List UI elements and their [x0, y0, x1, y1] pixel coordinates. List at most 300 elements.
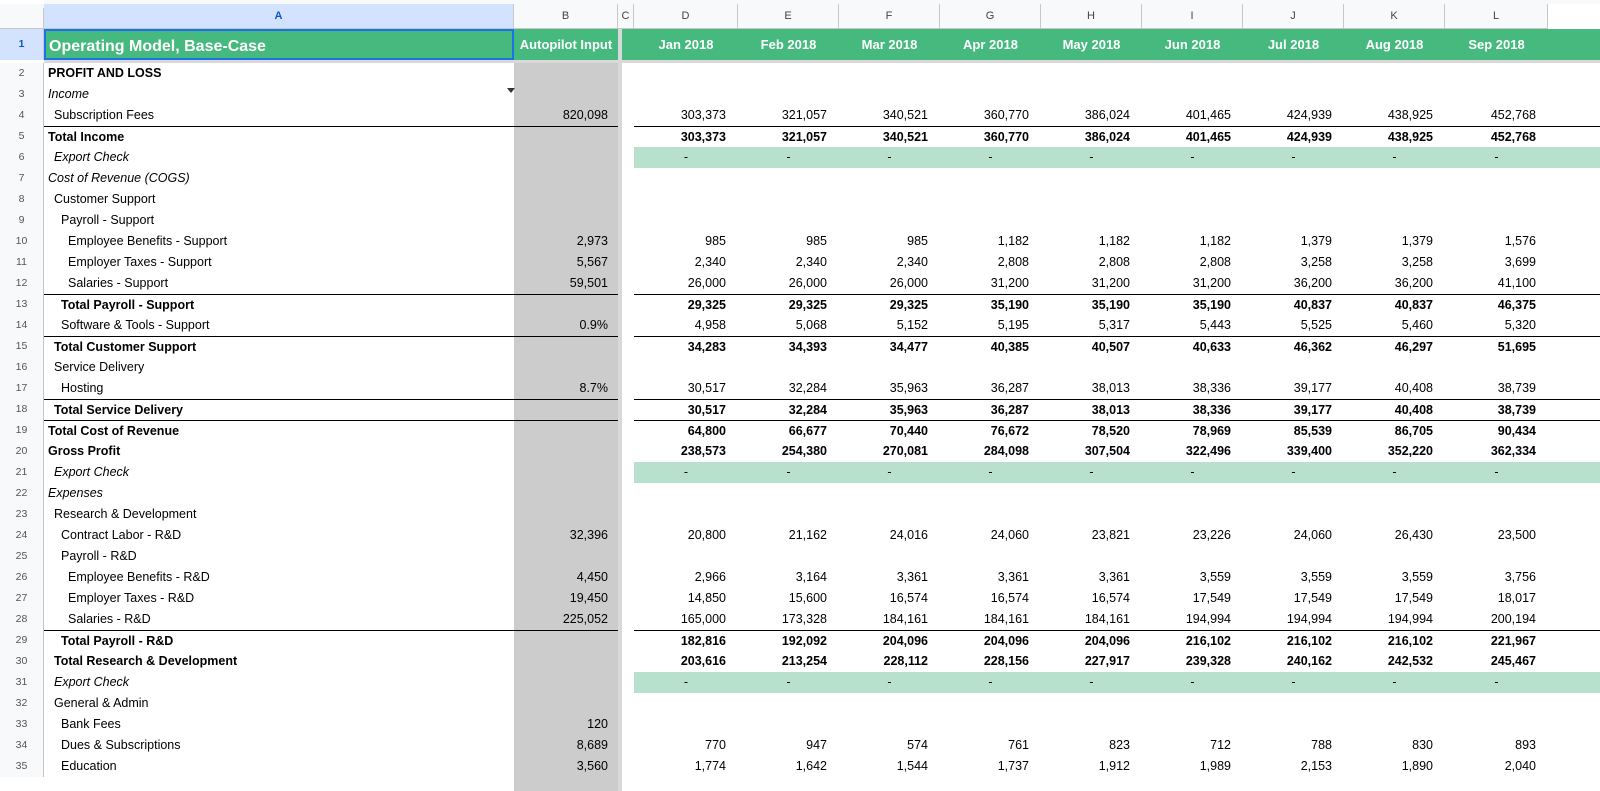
row-header-32[interactable]: 32 [0, 693, 44, 714]
value-cell[interactable]: 85,539 [1243, 420, 1344, 441]
value-cell[interactable]: 893 [1515, 738, 1536, 752]
value-cell[interactable]: 182,816 [634, 630, 738, 651]
value-cell[interactable]: 5,152 [896, 318, 928, 332]
value-cell[interactable]: 31,200 [1192, 276, 1231, 290]
label-cell[interactable]: Total Payroll - Support [44, 294, 514, 315]
month-header[interactable]: Sep 2018 [1445, 29, 1548, 60]
label-cell[interactable]: Total Cost of Revenue [44, 420, 514, 441]
input-cell[interactable] [514, 462, 618, 483]
label-cell[interactable]: Total Service Delivery [44, 399, 514, 420]
input-cell[interactable] [514, 651, 618, 672]
value-cell[interactable]: 574 [907, 738, 928, 752]
value-cell[interactable]: 200,194 [1490, 612, 1536, 626]
value-cell[interactable]: 3,361 [896, 570, 928, 584]
value-cell[interactable]: 39,177 [1293, 381, 1332, 395]
label-cell[interactable]: Salaries - R&D [68, 612, 151, 626]
value-cell[interactable]: 1,642 [795, 759, 827, 773]
input-cell[interactable] [514, 84, 618, 105]
row-header-3[interactable]: 3 [0, 84, 44, 105]
value-cell[interactable]: 194,994 [1286, 612, 1332, 626]
value-cell[interactable]: 386,024 [1084, 108, 1130, 122]
value-cell[interactable]: 216,102 [1344, 630, 1445, 651]
column-header-c[interactable]: C [618, 4, 634, 29]
input-cell[interactable] [514, 693, 618, 714]
value-cell[interactable]: 221,967 [1445, 630, 1548, 651]
dropdown-marker-icon[interactable] [507, 88, 515, 93]
value-cell[interactable]: - [887, 465, 892, 479]
input-cell[interactable]: 3,560 [514, 756, 618, 777]
value-cell[interactable]: 2,040 [1504, 759, 1536, 773]
input-cell[interactable] [514, 420, 618, 441]
value-cell[interactable]: 823 [1109, 738, 1130, 752]
value-cell[interactable]: 2,808 [1199, 255, 1231, 269]
value-cell[interactable]: 51,695 [1445, 336, 1548, 357]
value-cell[interactable]: 29,325 [738, 294, 839, 315]
row-header-23[interactable]: 23 [0, 504, 44, 525]
value-cell[interactable]: - [683, 675, 689, 689]
column-header-j[interactable]: J [1243, 4, 1344, 29]
value-cell[interactable]: 3,361 [997, 570, 1029, 584]
value-cell[interactable]: 23,821 [1091, 528, 1130, 542]
row-header-24[interactable]: 24 [0, 525, 44, 546]
column-header-e[interactable]: E [738, 4, 839, 29]
value-cell[interactable]: - [1291, 675, 1296, 689]
row-header-25[interactable]: 25 [0, 546, 44, 567]
label-cell[interactable]: Payroll - R&D [61, 549, 137, 563]
row-header-29[interactable]: 29 [0, 630, 44, 651]
value-cell[interactable]: 360,770 [940, 126, 1041, 147]
input-cell[interactable] [514, 126, 618, 147]
value-cell[interactable]: 770 [705, 738, 726, 752]
input-cell[interactable] [514, 546, 618, 567]
column-header-h[interactable]: H [1041, 4, 1142, 29]
value-cell[interactable]: 24,016 [889, 528, 928, 542]
value-cell[interactable]: - [1291, 150, 1296, 164]
value-cell[interactable]: 38,739 [1445, 399, 1548, 420]
value-cell[interactable]: 38,336 [1142, 399, 1243, 420]
value-cell[interactable]: 14,850 [687, 591, 726, 605]
value-cell[interactable]: 26,000 [889, 276, 928, 290]
input-cell[interactable] [514, 210, 618, 231]
value-cell[interactable]: 17,549 [1394, 591, 1433, 605]
value-cell[interactable]: 2,340 [694, 255, 726, 269]
value-cell[interactable]: 204,096 [940, 630, 1041, 651]
input-cell[interactable]: 0.9% [514, 315, 618, 336]
value-cell[interactable]: 78,969 [1142, 420, 1243, 441]
value-cell[interactable]: 284,098 [983, 444, 1029, 458]
label-cell[interactable]: Cost of Revenue (COGS) [48, 171, 190, 185]
label-cell[interactable]: Expenses [48, 486, 103, 500]
input-cell[interactable]: 32,396 [514, 525, 618, 546]
value-cell[interactable]: 240,162 [1286, 654, 1332, 668]
value-cell[interactable]: 3,559 [1401, 570, 1433, 584]
row-header-20[interactable]: 20 [0, 441, 44, 462]
label-cell[interactable]: PROFIT AND LOSS [48, 66, 162, 80]
row-header-4[interactable]: 4 [0, 105, 44, 126]
value-cell[interactable]: - [786, 150, 791, 164]
row-header-11[interactable]: 11 [0, 252, 44, 273]
month-header[interactable]: Mar 2018 [839, 29, 940, 60]
label-cell[interactable]: Total Customer Support [44, 336, 514, 357]
value-cell[interactable]: 4,958 [694, 318, 726, 332]
value-cell[interactable]: 985 [705, 234, 726, 248]
value-cell[interactable]: 213,254 [781, 654, 827, 668]
value-cell[interactable]: 270,081 [882, 444, 928, 458]
value-cell[interactable]: 245,467 [1490, 654, 1536, 668]
value-cell[interactable]: 40,837 [1243, 294, 1344, 315]
row-header-13[interactable]: 13 [0, 294, 44, 315]
label-cell[interactable]: Payroll - Support [61, 213, 155, 227]
value-cell[interactable]: 352,220 [1387, 444, 1433, 458]
value-cell[interactable]: 5,443 [1199, 318, 1231, 332]
row-header-28[interactable]: 28 [0, 609, 44, 630]
label-cell[interactable]: Bank Fees [61, 717, 121, 731]
label-cell[interactable]: Income [48, 87, 89, 101]
value-cell[interactable]: 985 [907, 234, 928, 248]
value-cell[interactable]: 362,334 [1490, 444, 1536, 458]
column-header-d[interactable]: D [634, 4, 738, 29]
value-cell[interactable]: 1,379 [1300, 234, 1332, 248]
value-cell[interactable]: 1,379 [1401, 234, 1433, 248]
value-cell[interactable]: - [1494, 465, 1499, 479]
value-cell[interactable]: 35,190 [1142, 294, 1243, 315]
value-cell[interactable]: 761 [1008, 738, 1029, 752]
value-cell[interactable]: - [786, 465, 791, 479]
value-cell[interactable]: - [988, 150, 993, 164]
value-cell[interactable]: - [1089, 150, 1094, 164]
row-header-18[interactable]: 18 [0, 399, 44, 420]
value-cell[interactable]: 340,521 [882, 108, 928, 122]
input-cell[interactable]: 8,689 [514, 735, 618, 756]
value-cell[interactable]: 5,068 [795, 318, 827, 332]
value-cell[interactable]: - [1392, 150, 1397, 164]
input-cell[interactable]: 120 [514, 714, 618, 735]
input-cell[interactable] [514, 483, 618, 504]
column-header-a[interactable]: A [44, 4, 514, 29]
value-cell[interactable]: 321,057 [738, 126, 839, 147]
value-cell[interactable]: 41,100 [1497, 276, 1536, 290]
label-cell[interactable]: Education [61, 759, 117, 773]
value-cell[interactable]: 38,013 [1041, 399, 1142, 420]
row-header-19[interactable]: 19 [0, 420, 44, 441]
row-header-14[interactable]: 14 [0, 315, 44, 336]
value-cell[interactable]: 228,112 [883, 654, 928, 668]
row-header-17[interactable]: 17 [0, 378, 44, 399]
row-header-16[interactable]: 16 [0, 357, 44, 378]
value-cell[interactable]: 17,549 [1192, 591, 1231, 605]
value-cell[interactable]: 322,496 [1185, 444, 1231, 458]
label-cell[interactable]: General & Admin [54, 696, 149, 710]
value-cell[interactable]: 2,340 [795, 255, 827, 269]
title-cell[interactable]: Operating Model, Base-Case [44, 29, 514, 60]
label-cell[interactable]: Hosting [61, 381, 104, 395]
row-header-35[interactable]: 35 [0, 756, 44, 777]
value-cell[interactable]: - [1190, 465, 1195, 479]
value-cell[interactable]: - [1494, 150, 1499, 164]
value-cell[interactable]: 36,200 [1394, 276, 1433, 290]
value-cell[interactable]: 712 [1210, 738, 1231, 752]
value-cell[interactable]: 40,633 [1142, 336, 1243, 357]
input-cell[interactable]: 19,450 [514, 588, 618, 609]
value-cell[interactable]: 66,677 [738, 420, 839, 441]
value-cell[interactable]: 31,200 [1091, 276, 1130, 290]
value-cell[interactable]: 3,258 [1300, 255, 1332, 269]
column-header-g[interactable]: G [940, 4, 1041, 29]
value-cell[interactable]: 21,162 [788, 528, 827, 542]
input-cell[interactable]: 5,567 [514, 252, 618, 273]
value-cell[interactable]: 339,400 [1286, 444, 1332, 458]
input-cell[interactable]: 4,450 [514, 567, 618, 588]
input-cell[interactable] [514, 441, 618, 462]
row-header-6[interactable]: 6 [0, 147, 44, 168]
value-cell[interactable]: 3,559 [1300, 570, 1332, 584]
value-cell[interactable]: 64,800 [634, 420, 738, 441]
value-cell[interactable]: 86,705 [1344, 420, 1445, 441]
value-cell[interactable]: 70,440 [839, 420, 940, 441]
value-cell[interactable]: - [1392, 675, 1397, 689]
value-cell[interactable]: 173,328 [781, 612, 827, 626]
value-cell[interactable]: 947 [806, 738, 827, 752]
value-cell[interactable]: 184,161 [983, 612, 1029, 626]
value-cell[interactable]: 1,989 [1199, 759, 1231, 773]
value-cell[interactable]: 35,963 [889, 381, 928, 395]
input-cell[interactable] [514, 189, 618, 210]
label-cell[interactable]: Export Check [54, 675, 130, 689]
value-cell[interactable]: 424,939 [1243, 126, 1344, 147]
value-cell[interactable]: 78,520 [1041, 420, 1142, 441]
value-cell[interactable]: 31,200 [990, 276, 1029, 290]
value-cell[interactable]: 340,521 [839, 126, 940, 147]
label-cell[interactable]: Salaries - Support [68, 276, 169, 290]
month-header[interactable]: Feb 2018 [738, 29, 839, 60]
input-cell[interactable] [514, 672, 618, 693]
label-cell[interactable]: Contract Labor - R&D [61, 528, 182, 542]
value-cell[interactable]: 32,284 [738, 399, 839, 420]
value-cell[interactable]: 1,182 [997, 234, 1029, 248]
value-cell[interactable]: 239,328 [1185, 654, 1231, 668]
value-cell[interactable]: 401,465 [1185, 108, 1231, 122]
row-header-15[interactable]: 15 [0, 336, 44, 357]
column-header-f[interactable]: F [839, 4, 940, 29]
input-cell[interactable] [514, 504, 618, 525]
row-header-12[interactable]: 12 [0, 273, 44, 294]
value-cell[interactable]: 3,164 [795, 570, 827, 584]
value-cell[interactable]: 204,096 [1041, 630, 1142, 651]
value-cell[interactable]: 38,013 [1091, 381, 1130, 395]
value-cell[interactable]: 35,190 [1041, 294, 1142, 315]
value-cell[interactable]: 24,060 [990, 528, 1029, 542]
value-cell[interactable]: 2,966 [694, 570, 726, 584]
row-header-10[interactable]: 10 [0, 231, 44, 252]
value-cell[interactable]: 424,939 [1286, 108, 1332, 122]
value-cell[interactable]: 23,500 [1497, 528, 1536, 542]
row-header-33[interactable]: 33 [0, 714, 44, 735]
label-cell[interactable]: Customer Support [54, 192, 156, 206]
value-cell[interactable]: 1,912 [1098, 759, 1130, 773]
value-cell[interactable]: 5,317 [1098, 318, 1130, 332]
row-header-30[interactable]: 30 [0, 651, 44, 672]
input-cell[interactable] [514, 63, 618, 84]
row-header-1[interactable]: 1 [0, 29, 44, 60]
value-cell[interactable]: - [988, 675, 993, 689]
value-cell[interactable]: 17,549 [1293, 591, 1332, 605]
month-header[interactable]: Jun 2018 [1142, 29, 1243, 60]
value-cell[interactable]: 3,361 [1098, 570, 1130, 584]
label-cell[interactable]: Total Research & Development [54, 654, 238, 668]
label-cell[interactable]: Employee Benefits - Support [68, 234, 228, 248]
value-cell[interactable]: 228,156 [983, 654, 1029, 668]
value-cell[interactable]: 194,994 [1185, 612, 1231, 626]
label-cell[interactable]: Employer Taxes - Support [68, 255, 212, 269]
value-cell[interactable]: 46,297 [1344, 336, 1445, 357]
value-cell[interactable]: 3,559 [1199, 570, 1231, 584]
label-cell[interactable]: Total Payroll - R&D [44, 630, 514, 651]
value-cell[interactable]: - [683, 465, 689, 479]
label-cell[interactable]: Total Income [44, 126, 514, 147]
label-cell[interactable]: Service Delivery [54, 360, 145, 374]
value-cell[interactable]: 39,177 [1243, 399, 1344, 420]
column-header-l[interactable]: L [1445, 4, 1548, 29]
column-header-i[interactable]: I [1142, 4, 1243, 29]
row-header-34[interactable]: 34 [0, 735, 44, 756]
value-cell[interactable]: 184,161 [1084, 612, 1130, 626]
value-cell[interactable]: 254,380 [781, 444, 827, 458]
value-cell[interactable]: 35,963 [839, 399, 940, 420]
value-cell[interactable]: 36,287 [940, 399, 1041, 420]
value-cell[interactable]: 40,385 [940, 336, 1041, 357]
value-cell[interactable]: 203,616 [680, 654, 726, 668]
input-cell[interactable] [514, 168, 618, 189]
row-header-21[interactable]: 21 [0, 462, 44, 483]
month-header[interactable]: Apr 2018 [940, 29, 1041, 60]
value-cell[interactable]: 2,808 [1098, 255, 1130, 269]
value-cell[interactable]: 16,574 [1091, 591, 1130, 605]
label-cell[interactable]: Research & Development [54, 507, 197, 521]
value-cell[interactable]: 788 [1311, 738, 1332, 752]
month-header[interactable]: Jul 2018 [1243, 29, 1344, 60]
value-cell[interactable]: 1,890 [1401, 759, 1433, 773]
input-label-cell[interactable]: Autopilot Input [514, 29, 618, 60]
value-cell[interactable]: 438,925 [1387, 108, 1433, 122]
row-header-22[interactable]: 22 [0, 483, 44, 504]
value-cell[interactable]: 184,161 [882, 612, 928, 626]
value-cell[interactable]: 40,507 [1041, 336, 1142, 357]
value-cell[interactable]: 321,057 [781, 108, 827, 122]
value-cell[interactable]: 3,258 [1401, 255, 1433, 269]
value-cell[interactable]: - [887, 675, 892, 689]
value-cell[interactable]: 26,430 [1394, 528, 1433, 542]
value-cell[interactable]: 1,774 [694, 759, 726, 773]
value-cell[interactable]: 20,800 [687, 528, 726, 542]
value-cell[interactable]: 303,373 [680, 108, 726, 122]
value-cell[interactable]: 26,000 [687, 276, 726, 290]
input-cell[interactable] [514, 294, 618, 315]
value-cell[interactable]: 26,000 [788, 276, 827, 290]
value-cell[interactable]: 38,336 [1192, 381, 1231, 395]
label-cell[interactable]: Export Check [54, 465, 130, 479]
value-cell[interactable]: - [1190, 150, 1195, 164]
value-cell[interactable]: 238,573 [680, 444, 726, 458]
input-cell[interactable]: 225,052 [514, 609, 618, 630]
input-cell[interactable]: 59,501 [514, 273, 618, 294]
value-cell[interactable]: 30,517 [634, 399, 738, 420]
value-cell[interactable]: 438,925 [1344, 126, 1445, 147]
value-cell[interactable]: 985 [806, 234, 827, 248]
value-cell[interactable]: 30,517 [687, 381, 726, 395]
value-cell[interactable]: 307,504 [1084, 444, 1130, 458]
value-cell[interactable]: 360,770 [983, 108, 1029, 122]
value-cell[interactable]: 32,284 [788, 381, 827, 395]
row-header-27[interactable]: 27 [0, 588, 44, 609]
value-cell[interactable]: 386,024 [1041, 126, 1142, 147]
column-header-k[interactable]: K [1344, 4, 1445, 29]
input-cell[interactable] [514, 630, 618, 651]
label-cell[interactable]: Dues & Subscriptions [61, 738, 181, 752]
label-cell[interactable]: Export Check [54, 150, 130, 164]
value-cell[interactable]: 2,153 [1300, 759, 1332, 773]
input-cell[interactable] [514, 357, 618, 378]
value-cell[interactable]: 194,994 [1387, 612, 1433, 626]
value-cell[interactable]: 15,600 [788, 591, 827, 605]
value-cell[interactable]: 1,182 [1098, 234, 1130, 248]
value-cell[interactable]: 16,574 [889, 591, 928, 605]
value-cell[interactable]: 2,340 [896, 255, 928, 269]
value-cell[interactable]: 5,320 [1504, 318, 1536, 332]
value-cell[interactable]: 23,226 [1192, 528, 1231, 542]
value-cell[interactable]: 29,325 [634, 294, 738, 315]
value-cell[interactable]: 452,768 [1490, 108, 1536, 122]
value-cell[interactable]: 18,017 [1497, 591, 1536, 605]
value-cell[interactable]: 216,102 [1243, 630, 1344, 651]
column-header-b[interactable]: B [514, 4, 618, 29]
value-cell[interactable]: 34,283 [634, 336, 738, 357]
value-cell[interactable]: 76,672 [940, 420, 1041, 441]
row-header-2[interactable]: 2 [0, 63, 44, 84]
value-cell[interactable]: - [1190, 675, 1195, 689]
value-cell[interactable]: 165,000 [680, 612, 726, 626]
label-cell[interactable]: Software & Tools - Support [61, 318, 210, 332]
row-header-9[interactable]: 9 [0, 210, 44, 231]
value-cell[interactable]: 192,092 [738, 630, 839, 651]
label-cell[interactable]: Gross Profit [48, 444, 121, 458]
value-cell[interactable]: 90,434 [1445, 420, 1548, 441]
value-cell[interactable]: 1,576 [1504, 234, 1536, 248]
row-header-26[interactable]: 26 [0, 567, 44, 588]
value-cell[interactable]: 1,544 [896, 759, 928, 773]
value-cell[interactable]: 401,465 [1142, 126, 1243, 147]
input-cell[interactable]: 820,098 [514, 105, 618, 126]
value-cell[interactable]: 5,195 [997, 318, 1029, 332]
value-cell[interactable]: - [1291, 465, 1296, 479]
value-cell[interactable]: 242,532 [1387, 654, 1433, 668]
value-cell[interactable]: 1,737 [997, 759, 1029, 773]
select-all-corner[interactable] [0, 4, 44, 29]
value-cell[interactable]: 38,739 [1497, 381, 1536, 395]
value-cell[interactable]: 16,574 [990, 591, 1029, 605]
value-cell[interactable]: - [1089, 465, 1094, 479]
label-cell[interactable]: Employee Benefits - R&D [68, 570, 210, 584]
value-cell[interactable]: 5,525 [1300, 318, 1332, 332]
row-header-5[interactable]: 5 [0, 126, 44, 147]
label-cell[interactable]: Employer Taxes - R&D [68, 591, 195, 605]
input-cell[interactable] [514, 147, 618, 168]
value-cell[interactable]: 24,060 [1293, 528, 1332, 542]
month-header[interactable]: May 2018 [1041, 29, 1142, 60]
value-cell[interactable]: 40,408 [1394, 381, 1433, 395]
value-cell[interactable]: 227,917 [1084, 654, 1130, 668]
value-cell[interactable]: 452,768 [1445, 126, 1548, 147]
label-cell[interactable]: Subscription Fees [54, 108, 155, 122]
